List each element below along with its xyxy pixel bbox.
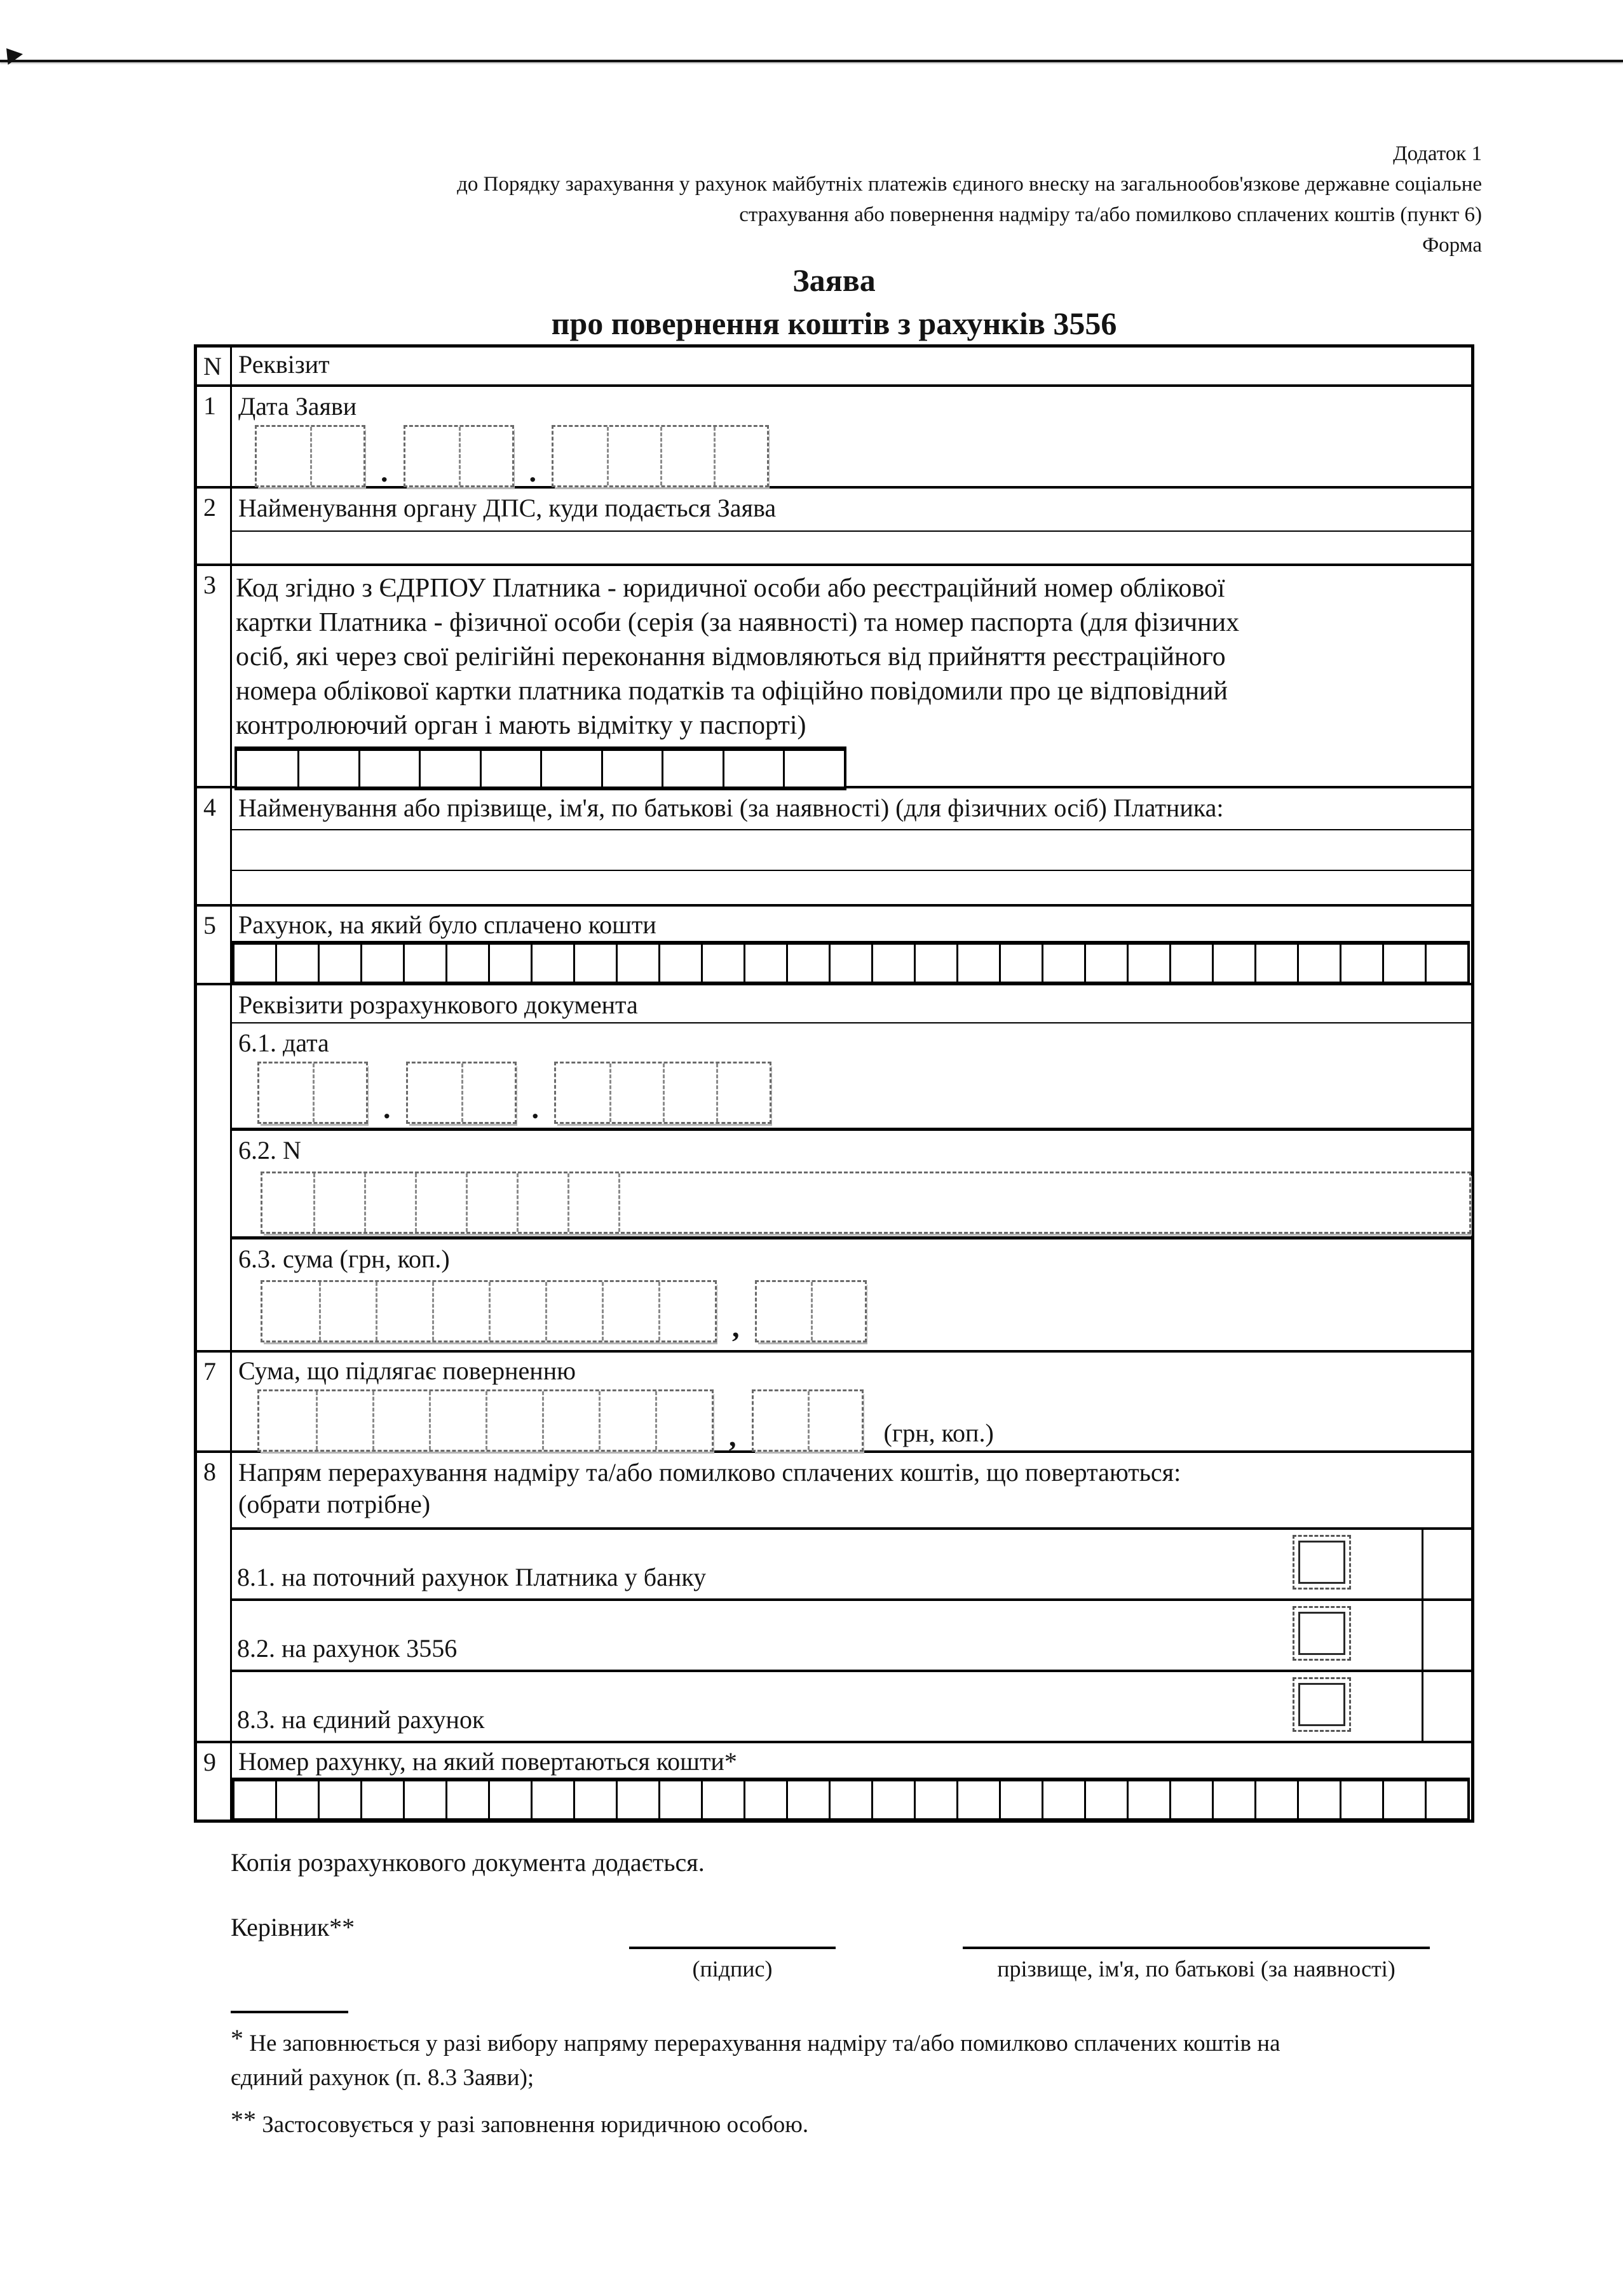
option-8-3-label: 8.3. на єдиний рахунок: [237, 1705, 485, 1734]
column-requisite-header: Реквізит: [238, 350, 330, 379]
input-cell[interactable]: [601, 751, 662, 787]
input-cell[interactable]: [658, 945, 701, 982]
edrpou-label-line: номера облікової картки платника податків та офіційно повідомили про це відповідний: [236, 677, 1228, 706]
input-cell[interactable]: [1127, 1781, 1169, 1818]
input-cell[interactable]: [419, 751, 480, 787]
table-header-row: [197, 348, 1471, 384]
option-8-1-label: 8.1. на поточний рахунок Платника у банку: [237, 1563, 707, 1591]
edrpou-label-line: Код згідно з ЄДРПОУ Платника - юридичної особи або реєстраційний номер облікової: [236, 574, 1225, 603]
row-refund-sum: [197, 1350, 1471, 1450]
signature-caption: (підпис): [692, 1956, 773, 1982]
input-cell[interactable]: [489, 1282, 545, 1340]
input-cell[interactable]: [1425, 1781, 1467, 1818]
refund-sum-fields: [257, 1389, 1471, 1452]
input-cell[interactable]: [609, 1064, 663, 1122]
input-cell[interactable]: [364, 1173, 415, 1232]
signature-line: [629, 1947, 836, 1949]
document-date-label: 6.1. дата: [238, 1029, 329, 1057]
input-cell[interactable]: [914, 945, 956, 982]
input-cell[interactable]: [744, 1781, 786, 1818]
edrpou-code-cells: [234, 746, 846, 790]
input-cell[interactable]: [1169, 1781, 1212, 1818]
input-cell[interactable]: [618, 1173, 669, 1232]
input-cell[interactable]: [786, 1781, 829, 1818]
input-cell[interactable]: [607, 427, 660, 485]
checkbox-8-3[interactable]: [1293, 1677, 1351, 1732]
date-day-cells: [255, 425, 365, 487]
input-cell[interactable]: [871, 945, 914, 982]
sum-fraction-cells: [755, 1280, 867, 1342]
return-account-label: Номер рахунку, на який повертаються кошти*: [238, 1747, 737, 1776]
row-tax-authority: [197, 486, 1471, 564]
input-cell[interactable]: [531, 1781, 573, 1818]
footnote-1: [231, 2022, 1489, 2061]
subrow-document-date: [232, 1023, 1471, 1131]
input-cell[interactable]: [459, 427, 512, 485]
input-cell[interactable]: [786, 945, 829, 982]
input-cell[interactable]: [553, 427, 607, 485]
input-cell[interactable]: [259, 1391, 316, 1450]
fill-in-line[interactable]: [232, 530, 1471, 532]
input-cell[interactable]: [757, 1282, 811, 1340]
input-cell[interactable]: [313, 1064, 366, 1122]
document-title-line1: Заява: [792, 262, 876, 298]
row-number-empty: [197, 985, 232, 1350]
row-application-date: [197, 384, 1471, 486]
input-cell[interactable]: [1254, 1781, 1297, 1818]
input-cell[interactable]: [1340, 1781, 1382, 1818]
date-year-cells: [552, 425, 769, 487]
input-cell[interactable]: [602, 1282, 658, 1340]
input-cell[interactable]: [1042, 1781, 1084, 1818]
input-cell[interactable]: [658, 1282, 715, 1340]
input-cell[interactable]: [488, 945, 531, 982]
input-cell[interactable]: [403, 1781, 445, 1818]
application-date-fields: [255, 425, 1471, 487]
input-cell[interactable]: [415, 1173, 466, 1232]
row-number: 5: [197, 907, 232, 983]
edrpou-label-line: осіб, які через свої релігійні переконання відмовляються від прийняття реєстраційного: [236, 642, 1226, 672]
input-cell[interactable]: [313, 1173, 364, 1232]
footnote-1-text-line1: Не заповнюється у разі вибору напряму перерахування надміру та/або помилково сплачених коштів на: [249, 2030, 1280, 2056]
input-cell[interactable]: [545, 1282, 602, 1340]
option-8-2-label: 8.2. на рахунок 3556: [237, 1634, 458, 1663]
input-cell[interactable]: [1297, 1781, 1340, 1818]
input-cell[interactable]: [275, 945, 318, 982]
input-cell[interactable]: [783, 751, 844, 787]
date-separator: .: [531, 1092, 539, 1124]
row-paid-account: [197, 904, 1471, 983]
input-cell[interactable]: [660, 427, 714, 485]
input-cell[interactable]: [429, 1391, 486, 1450]
document-sum-fields: [261, 1280, 1471, 1342]
input-cell[interactable]: [1340, 945, 1382, 982]
input-cell[interactable]: [318, 945, 360, 982]
date-year-cells: [554, 1062, 771, 1124]
row-number: 2: [197, 489, 232, 564]
date-separator: .: [383, 1092, 391, 1124]
input-cell[interactable]: [956, 945, 999, 982]
date-month-cells: [404, 425, 514, 487]
paid-account-cells: [232, 941, 1470, 985]
row-number: 3: [197, 566, 232, 786]
payer-name-label: Найменування або прізвище, ім'я, по батькові (за наявності) (для фізичних осіб) Платника:: [238, 793, 1224, 822]
return-account-cells: [232, 1778, 1470, 1822]
input-cell[interactable]: [234, 945, 275, 982]
refund-direction-label-line2: (обрати потрібне): [238, 1490, 431, 1518]
input-cell[interactable]: [445, 1781, 488, 1818]
document-date-fields: [257, 1062, 1471, 1124]
sum-integer-cells: [257, 1389, 714, 1452]
footnote-2-text: Застосовується у разі заповнення юридичною особою.: [262, 2112, 809, 2138]
paid-account-label: Рахунок, на який було сплачено кошти: [238, 910, 656, 939]
fill-in-line[interactable]: [232, 870, 1471, 871]
input-cell[interactable]: [517, 1173, 567, 1232]
row-payer-name: [197, 786, 1471, 904]
subrow-document-sum: [232, 1239, 1471, 1350]
scan-artifact-line: [0, 60, 1623, 62]
input-cell[interactable]: [701, 1781, 744, 1818]
input-cell[interactable]: [556, 1064, 609, 1122]
footnotes: [231, 2022, 1489, 2142]
input-cell[interactable]: [714, 427, 767, 485]
scan-artifact-notch: [6, 48, 23, 65]
input-cell[interactable]: [716, 1064, 770, 1122]
input-cell[interactable]: [1425, 945, 1467, 982]
footnote-rule: [231, 2011, 348, 2013]
input-cell[interactable]: [1297, 945, 1340, 982]
refund-sum-label: Сума, що підлягає поверненню: [238, 1356, 576, 1385]
input-cell[interactable]: [358, 751, 419, 787]
input-cell[interactable]: [466, 1173, 517, 1232]
row-number: 1: [197, 387, 232, 486]
input-cell[interactable]: [1382, 1781, 1425, 1818]
input-cell[interactable]: [1084, 945, 1127, 982]
input-cell[interactable]: [999, 945, 1042, 982]
document-title-line2: про повернення коштів з рахунків 3556: [551, 306, 1117, 341]
footnote-1-star: *: [231, 2024, 243, 2053]
footnote-2-star: **: [231, 2105, 256, 2134]
input-cell[interactable]: [480, 751, 541, 787]
input-cell[interactable]: [829, 945, 871, 982]
date-separator: .: [529, 456, 536, 488]
input-cell[interactable]: [372, 1391, 429, 1450]
input-cell[interactable]: [567, 1173, 618, 1232]
input-cell[interactable]: [754, 1391, 808, 1450]
input-cell[interactable]: [432, 1282, 489, 1340]
input-cell[interactable]: [319, 1282, 376, 1340]
name-caption: прізвище, ім'я, по батькові (за наявності): [997, 1956, 1396, 1982]
input-cell[interactable]: [663, 1064, 716, 1122]
input-cell[interactable]: [234, 1781, 275, 1818]
form-label: Форма: [1422, 234, 1482, 257]
input-cell[interactable]: [405, 427, 459, 485]
copy-attached-note: Копія розрахункового документа додається.: [231, 1848, 705, 1877]
date-month-cells: [406, 1062, 517, 1124]
row-number: 8: [197, 1453, 232, 1741]
row-number: 7: [197, 1353, 232, 1450]
input-cell[interactable]: [318, 1781, 360, 1818]
input-cell[interactable]: [1254, 945, 1297, 982]
input-cell[interactable]: [540, 751, 601, 787]
sum-fraction-cells: [752, 1389, 864, 1452]
input-cell[interactable]: [616, 1781, 658, 1818]
checkbox-8-1[interactable]: [1293, 1535, 1351, 1590]
input-cell[interactable]: [376, 1282, 432, 1340]
row-number: 4: [197, 788, 232, 904]
date-day-cells: [257, 1062, 368, 1124]
form-table: [194, 344, 1474, 1823]
input-cell[interactable]: [262, 1173, 313, 1232]
input-cell[interactable]: [360, 945, 403, 982]
input-cell[interactable]: [811, 1282, 865, 1340]
order-reference-line1: до Порядку зарахування у рахунок майбутніх платежів єдиного внеску на загальнообов'язкове державне соціальне: [457, 173, 1482, 196]
input-cell[interactable]: [542, 1391, 599, 1450]
payment-document-group-label: Реквізити розрахункового документа: [238, 990, 638, 1019]
input-cell[interactable]: [461, 1064, 515, 1122]
checkbox-8-2[interactable]: [1293, 1606, 1351, 1661]
input-cell[interactable]: [914, 1781, 956, 1818]
row-edrpou-code: [197, 564, 1471, 786]
input-cell[interactable]: [445, 945, 488, 982]
input-cell[interactable]: [956, 1781, 999, 1818]
input-cell[interactable]: [701, 945, 744, 982]
input-cell[interactable]: [488, 1781, 531, 1818]
input-cell[interactable]: [573, 945, 616, 982]
name-line: [963, 1947, 1430, 1949]
input-cell[interactable]: [1042, 945, 1084, 982]
refund-direction-label-line1: Напрям перерахування надміру та/або помилково сплачених коштів, що повертаються:: [238, 1458, 1181, 1487]
row-number: 9: [197, 1743, 232, 1820]
document-number-cells: [261, 1172, 1471, 1234]
subrow-document-number: [232, 1131, 1471, 1239]
currency-unit-label: (грн, коп.): [883, 1419, 994, 1447]
tax-authority-label: Найменування органу ДПС, куди подається Заява: [238, 494, 777, 522]
input-cell[interactable]: [275, 1781, 318, 1818]
input-cell[interactable]: [259, 1064, 313, 1122]
input-cell[interactable]: [871, 1781, 914, 1818]
row-refund-direction: [197, 1450, 1471, 1741]
input-cell[interactable]: [237, 751, 297, 787]
signer-label: Керівник**: [231, 1913, 355, 1941]
input-cell[interactable]: [257, 427, 310, 485]
input-cell[interactable]: [723, 751, 784, 787]
edrpou-label-line: картки Платника - фізичної особи (серія (за наявності) та номер паспорта (для фізичних: [236, 608, 1240, 637]
input-cell[interactable]: [486, 1391, 542, 1450]
row-payment-document-details: [197, 983, 1471, 1350]
column-n-header: N: [197, 348, 232, 384]
input-cell[interactable]: [297, 751, 358, 787]
input-cell[interactable]: [744, 945, 786, 982]
input-cell[interactable]: [1127, 945, 1169, 982]
footnote-2: [231, 2103, 1489, 2142]
document-sum-label: 6.3. сума (грн, коп.): [238, 1245, 450, 1273]
input-cell[interactable]: [808, 1391, 862, 1450]
input-cell[interactable]: [662, 751, 723, 787]
order-reference-line2: страхування або повернення надміру та/або помилково сплачених коштів (пункт 6): [739, 203, 1482, 226]
input-cell[interactable]: [310, 427, 363, 485]
option-row-8-3: [232, 1670, 1471, 1741]
input-cell[interactable]: [999, 1781, 1042, 1818]
input-cell[interactable]: [403, 945, 445, 982]
row-return-account: [197, 1741, 1471, 1820]
application-date-label: Дата Заяви: [238, 392, 357, 421]
input-cell[interactable]: [1084, 1781, 1127, 1818]
appendix-header: [457, 138, 1482, 260]
input-cell[interactable]: [616, 945, 658, 982]
footnote-1-text-line2: єдиний рахунок (п. 8.3 Заяви);: [231, 2065, 534, 2091]
input-cell[interactable]: [360, 1781, 403, 1818]
refund-direction-options: [232, 1527, 1471, 1741]
input-cell[interactable]: [658, 1781, 701, 1818]
date-separator: .: [381, 456, 388, 488]
input-cell[interactable]: [655, 1391, 712, 1450]
input-cell[interactable]: [316, 1391, 372, 1450]
input-cell[interactable]: [1382, 945, 1425, 982]
input-cell[interactable]: [573, 1781, 616, 1818]
document-number-label: 6.2. N: [238, 1136, 301, 1165]
input-cell[interactable]: [1169, 945, 1212, 982]
input-cell[interactable]: [1212, 1781, 1254, 1818]
appendix-label: Додаток 1: [1393, 142, 1482, 165]
option-row-8-2: [232, 1598, 1471, 1670]
input-cell[interactable]: [408, 1064, 461, 1122]
sum-integer-cells: [261, 1280, 717, 1342]
option-row-8-1: [232, 1527, 1471, 1598]
decimal-separator: ,: [729, 1420, 737, 1452]
edrpou-label-line: контролюючий орган і мають відмітку у паспорті): [236, 711, 806, 740]
input-cell[interactable]: [531, 945, 573, 982]
input-cell[interactable]: [262, 1282, 319, 1340]
decimal-separator: ,: [732, 1311, 740, 1343]
input-cell[interactable]: [829, 1781, 871, 1818]
input-cell[interactable]: [1212, 945, 1254, 982]
input-cell[interactable]: [599, 1391, 655, 1450]
